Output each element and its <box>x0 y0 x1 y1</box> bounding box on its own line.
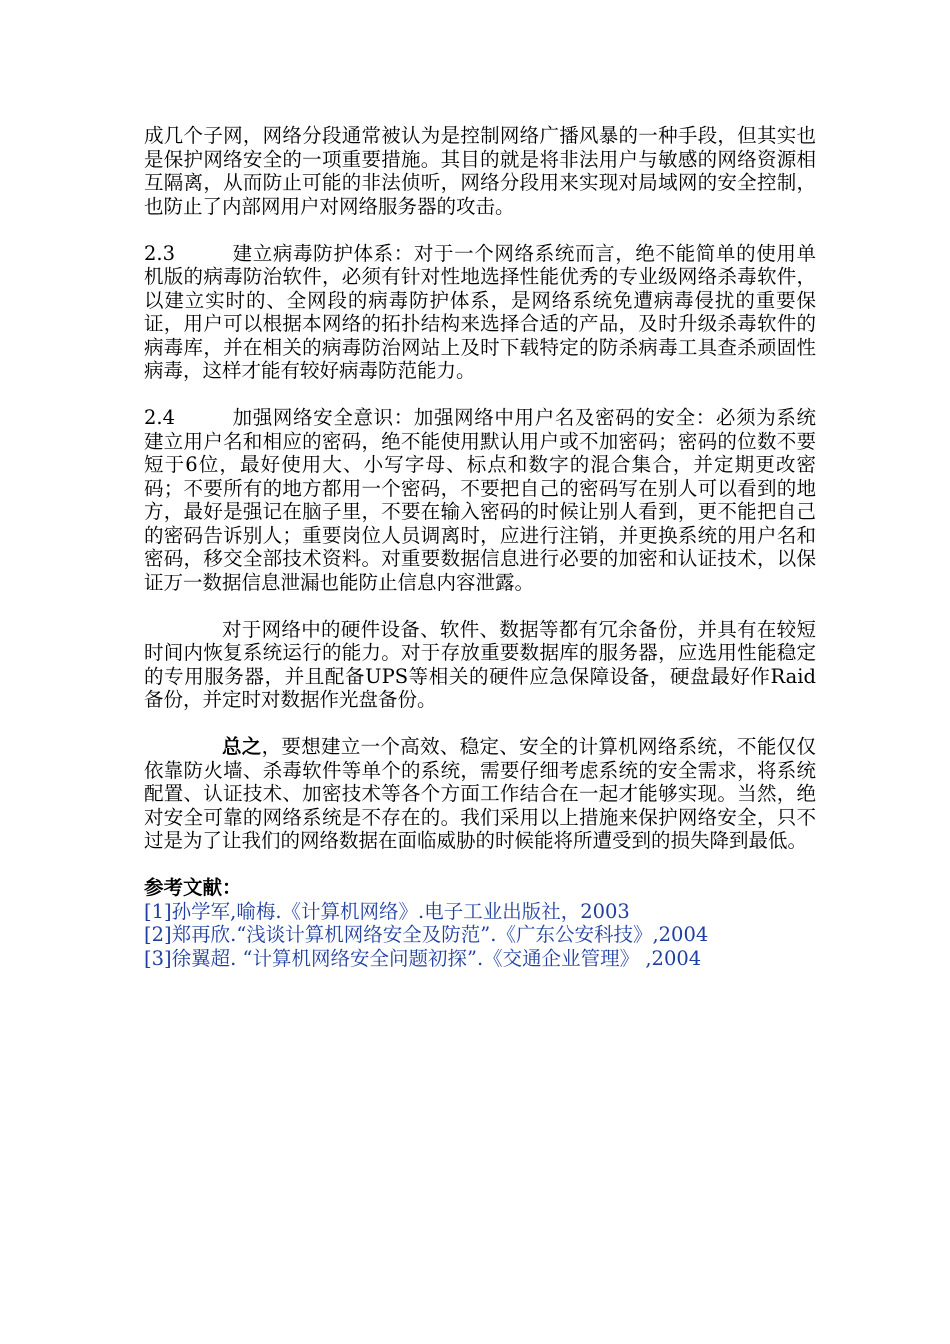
section-2-3-paragraph <box>144 242 816 383</box>
intro-paragraph: 成几个子网，网络分段通常被认为是控制网络广播风暴的一种手段，但其实也是保护网络安全的一项重要措施。其目的就是将非法用户与敏感的网络资源相互隔离，从而防止可能的非法侦听，网络分段用来实现对局域网的安全控制，也防止了内部网用户对网络服务器的攻击。 <box>144 124 816 218</box>
document-page <box>144 124 816 970</box>
paragraph-gap <box>144 383 816 407</box>
conclusion-text: ，要想建立一个高效、稳定、安全的计算机网络系统，不能仅仅依靠防火墙、杀毒软件等单个的系统，需要仔细考虑系统的安全需求，将系统配置、认证技术、加密技术等各个方面工作结合在一起才能够实现。当然，绝对安全可靠的网络系统是不存在的。我们采用以上措施来保护网络安全，只不过是为了让我们的网络数据在面临威胁的时候能将所遭受到的损失降到最低。 <box>144 735 816 852</box>
reference-item: [2]郑再欣.“浅谈计算机网络安全及防范”.《广东公安科技》,2004 <box>144 923 709 946</box>
references-title: 参考文献： <box>144 876 242 899</box>
reference-item: [3]徐翼超. “计算机网络安全问题初探”.《交通企业管理》 ,2004 <box>144 946 702 970</box>
backup-paragraph: 对于网络中的硬件设备、软件、数据等都有冗余备份，并具有在较短时间内恢复系统运行的能力。对于存放重要数据库的服务器，应选用性能稳定的专用服务器，并且配备UPS等相关的硬件应急保障设备，硬盘最好作Raid备份，并定时对数据作光盘备份。 <box>144 617 816 711</box>
section-text: 加强网络安全意识：加强网络中用户名及密码的安全：必须为系统建立用户名和相应的密码，绝不能使用默认用户或不加密码；密码的位数不要短于6位，最好使用大、小写字母、标点和数字的混合集合，并定期更改密码；不要所有的地方都用一个密码，不要把自己的密码写在别人可以看到的地方，最好是强记在脑子里，不要在输入密码的时候让别人看到，更不能把自己的密码告诉别人；重要岗位人员调离时，应进行注销，并更换系统的用户名和密码，移交全部技术资料。对重要数据信息进行必要的加密和认证技术，以保证万一数据信息泄漏也能防止信息内容泄露。 <box>144 406 816 594</box>
section-number: 2.4 <box>144 406 176 429</box>
section-number: 2.3 <box>144 241 176 265</box>
paragraph-gap <box>144 712 816 736</box>
paragraph-gap <box>144 218 816 242</box>
conclusion-paragraph <box>144 735 816 853</box>
reference-item: [1]孙学军,喻梅.《计算机网络》.电子工业出版社，2003 <box>144 899 630 923</box>
section-text: 建立病毒防护体系：对于一个网络系统而言，绝不能简单的使用单机版的病毒防治软件，必须有针对性地选择性能优秀的专业级网络杀毒软件，以建立实时的、全网段的病毒防护体系，是网络系统免遭病毒侵扰的重要保证，用户可以根据本网络的拓扑结构来选择合适的产品，及时升级杀毒软件的病毒库，并在相关的病毒防治网站上及时下载特定的防杀病毒工具查杀顽固性病毒，这样才能有较好病毒防范能力。 <box>144 241 816 382</box>
conclusion-lead: 总之 <box>222 735 262 758</box>
paragraph-gap <box>144 853 816 877</box>
paragraph-gap <box>144 594 816 618</box>
section-2-4-paragraph <box>144 406 816 594</box>
